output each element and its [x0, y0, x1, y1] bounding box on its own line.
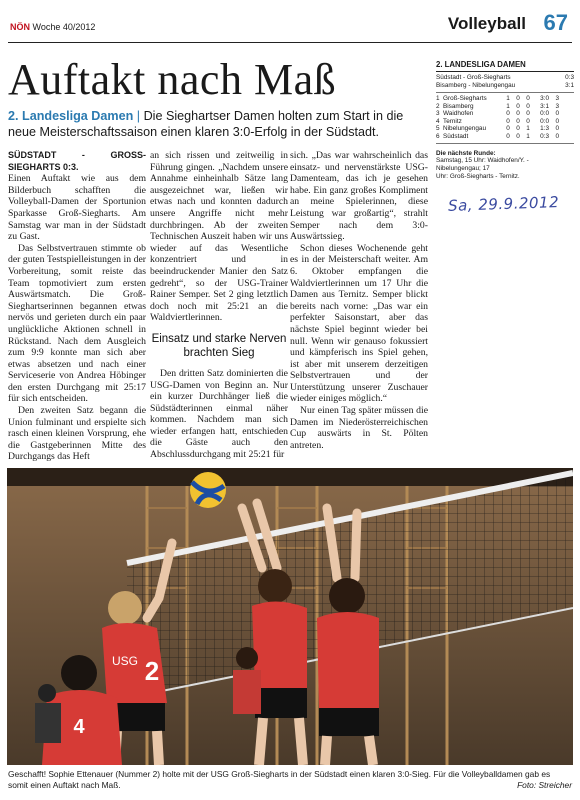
handwritten-date: Sa, 29.9.2012	[447, 193, 560, 215]
article-column-3	[290, 150, 428, 451]
result-row: Bisamberg - Nibelungengau 3:1	[436, 82, 574, 89]
publication-info	[10, 22, 95, 32]
kicker-divider: |	[136, 109, 141, 123]
paragraph: Den dritten Satz dominierten die USG-Damen von Beginn an. Nur ein kurzer Durchhänger ließ die Südstädterinnen einmal näher kommen. Nachdem man sich wieder erfangen hatt, entschieden die Gäste auch den Abschlussdurchgang mit 25:21 für	[150, 367, 288, 461]
kicker: 2. Landesliga Damen	[8, 109, 134, 123]
paragraph: Den zweiten Satz begann die Union fulminant und erspielte sich rasch einen kleinen Vorsprung, ehe die Gastgeberinnen Mitte des Durchgangs das Heft	[8, 405, 146, 463]
photo-credit: Foto: Streicher	[517, 780, 572, 790]
subtitle: Die Sieghartser Damen holten zum Start in die neue Meisterschaftssaison einen klaren 3:0-Erfolg in der Südstadt.	[8, 109, 404, 139]
paragraph: an sich rissen und zeitweilig in Führung gingen. „Nachdem unsere Annahme einheinhalb Sätze lang ausgezeichnet war, ließen wir etwas nach und konnten dadurch unsere Angriffe nicht mehr durchbringen. Ab der zweiten Technischen Auszeit haben wir uns wieder auf das Wesentliche konzentriert und in beeindruckender Manier den Satz gedreht“, so der USG-Trainer Rainer Semper. Set 2 ging letztlich doch noch mit 25:21 an die Waldviertlerinnen.	[150, 150, 288, 324]
dateline: SÜDSTADT - GROSS-SIEGHARTS 0:3.	[8, 150, 146, 172]
result-row: Südstadt - Groß-Siegharts 0:3	[436, 74, 574, 81]
volleyball-ball	[190, 472, 226, 508]
article-column-2	[150, 150, 288, 461]
svg-text:4: 4	[73, 716, 85, 738]
next-round: Die nächste Runde: Samstag, 15 Uhr: Waidhofen/Y. - Nibelungengau; 17 Uhr: Groß-Siegharts - Ternitz.	[436, 150, 574, 181]
issue-label: Woche 40/2012	[32, 22, 96, 32]
caption-text: Geschafft! Sophie Ettenauer (Nummer 2) holte mit der USG Groß-Siegharts in der Südstadt einen klaren 3:0-Sieg. Für die Volleyballdamen gab es somit einen Auftakt nach Maß.	[8, 769, 551, 790]
article-column-1	[8, 150, 146, 463]
section-title: Volleyball	[447, 14, 526, 33]
standings-row: 2 Bisamberg 1 0 0 3:1 3	[436, 102, 559, 110]
subtitle-block	[8, 108, 428, 140]
publication-brand: NÖN	[10, 22, 30, 32]
photo-caption	[8, 769, 572, 791]
page-number: 67	[543, 10, 568, 35]
standings-row: 3 Waidhofen 0 0 0 0:0 0	[436, 110, 559, 118]
header-rule	[8, 42, 572, 43]
standings-row: 4 Ternitz 0 0 0 0:0 0	[436, 117, 559, 125]
subheading: Einsatz und starke Nerven brachten Sieg	[151, 332, 287, 359]
standings-row: 5 Nibelungengau 0 0 1 1:3 0	[436, 125, 559, 133]
next-round-line: Uhr: Groß-Siegharts - Ternitz.	[436, 172, 520, 180]
next-round-title: Die nächste Runde:	[436, 149, 496, 157]
player-background	[233, 647, 261, 714]
table-divider	[436, 143, 574, 144]
volleyball-photo	[7, 468, 573, 765]
next-round-line: Samstag, 15 Uhr: Waidhofen/Y. - Nibelungengau;	[436, 157, 529, 173]
standings-row: 1 Groß-Siegharts 1 0 0 3:0 3	[436, 95, 559, 102]
standings-row: 6 Südstadt 0 0 1 0:3 0	[436, 132, 559, 140]
table-divider	[436, 92, 574, 93]
league-table	[436, 60, 574, 181]
standings-list	[436, 95, 574, 141]
headline: Auftakt nach Maß	[8, 55, 337, 104]
table-title: 2. LANDESLIGA DAMEN	[436, 60, 574, 72]
paragraph: Das Selbstvertrauen stimmte ob der guten Testspielleistungen in der Vorbereitung, somit reiste das Team topmotiviert zum ersten Auswärtsmatch. Die Groß-Sieghartserinnen begannen etwas nervös und gerieten durch ein paar unglückliche Aktionen schnell in Rückstand. Nach dem Ausgleich zum 9:9 konnte man sich aber etwas absetzen und nach einer Serviceserie von Andrea Höbinger den ersten Durchgang mit 25:17 für sich entscheiden.	[8, 242, 146, 405]
page-header	[8, 10, 568, 42]
paragraph: Schon dieses Wochenende geht es in der Meisterschaft weiter. Am 6. Oktober empfangen die Waldviertlerinnen um 17 Uhr die Damen aus Ternitz. Semper blickt bereits nach vorne: „Das war ein perfekter Saisonstart, aber das nächste Spiel beginnt wieder bei null. Wenn wir genauso fokussiert und kämpferisch ins Spiel gehen, ist aber mit unserem derzeitigen Selbstvertrauen und der Unterstützung unserer Zuschauer wieder einiges möglich.“	[290, 242, 428, 405]
volleyball-scene	[7, 468, 573, 765]
paragraph: Nur einen Tag später müssen die Damen im Niederösterreichischen Cup auswärts in St. Pölten antreten.	[290, 405, 428, 451]
paragraph: sich. „Das war wahrscheinlich das einsatz- und nervenstärkste USG-Damenteam, das ich je gesehen habe. Ein ganz großes Kompliment an meine Spielerinnen, diese Leistung war großartig“, strahlt Semper nach dem 3:0-Auswärtssieg.	[290, 150, 428, 243]
svg-text:USG: USG	[111, 654, 139, 668]
svg-text:2: 2	[144, 656, 160, 686]
paragraph: Einen Auftakt wie aus dem Bilderbuch schafften die Volleyball-Damen der Sportunion Sparkasse Groß-Siegharts. Am Samstag war man in der Südstadt zu Gast.	[8, 173, 146, 243]
